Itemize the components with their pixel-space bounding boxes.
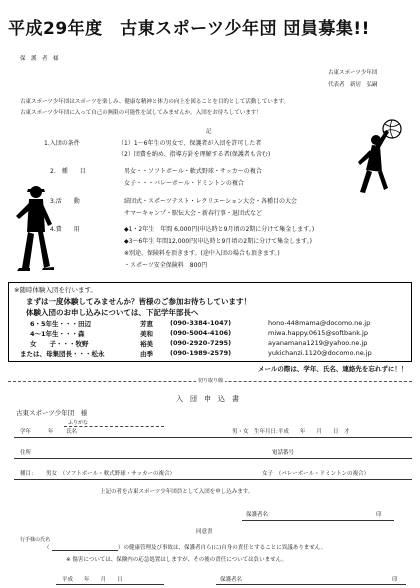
condition-3-line-1: 結団式・スポーツテスト・レクリエーション大会・各種目の大会 [124, 198, 298, 205]
intro-line-2: 古東スポーツ少年団に入って自己の無限の可能性を試してみませんか。入団をお待ちしています！ [20, 110, 262, 116]
contact-4-name: 由季 [140, 350, 153, 358]
address-label: 住所 [20, 450, 32, 456]
contact-4-mail[interactable]: yukichanzi.1120@docomo.ne.jp [268, 349, 372, 357]
cut-line-label: 切り取り線 [198, 378, 224, 384]
contact-3-name: 裕美 [140, 340, 153, 348]
name-label: 氏名 [66, 429, 78, 435]
guardian-line-2[interactable] [216, 584, 406, 585]
sport-row-line [14, 479, 412, 480]
contact-2-name: 美和 [140, 330, 153, 338]
name-row-line[interactable] [14, 437, 412, 438]
greeting-to: 保 護 者 様 [20, 56, 59, 62]
condition-4-label: 4.費 用 [50, 226, 80, 233]
contact-1-grade: 6・5年生・・・田辺 [30, 320, 92, 328]
contact-2-tel: (090-5004-4106) [170, 329, 232, 337]
contact-1-tel: (090-3384-1047) [170, 319, 232, 327]
sport-option-boy[interactable]: 男女 （ソフトボール・軟式野球・サッカーの複合） [46, 471, 176, 477]
notice-head: ※随時体験入団を行います。 [14, 286, 97, 294]
contact-3-tel: (090-2920-7295) [170, 339, 232, 347]
condition-4-line-4: ・スポーツ安全保険料 800円 [124, 262, 208, 269]
furigana-label: ふりがな [68, 420, 89, 426]
phone-label: 電話番号 [272, 450, 295, 456]
guardian-label: 保護者名 [246, 512, 269, 518]
date-line[interactable] [56, 584, 164, 585]
address-row-line[interactable] [14, 458, 412, 459]
contact-4-grade: または、母集団長・・・松永 [20, 350, 105, 358]
condition-1-line-1: （1）1〜6年生の男女で、保護者が入団を許可した者 [118, 140, 262, 147]
contact-4-tel: (090-1989-2579) [170, 349, 232, 357]
liability-note: ※ 傷害については、保険内の応急処置はしますが、その後の責任については負いません。 [66, 557, 287, 563]
contact-2-mail[interactable]: miwa.happy.0615@softbank.jp [268, 329, 368, 337]
contact-1-name: 芳恵 [140, 320, 153, 328]
guardian-label-2: 保護者名 [220, 577, 243, 583]
grade-label: 学年 [20, 429, 32, 435]
baseball-player-illustration [12, 180, 56, 272]
notice-line-2: 体験入団のお申し込みについては、下記学年部長へ [26, 308, 199, 317]
application-statement: 上記の者を古東スポーツ少年団員として入団を申し込みます。 [100, 489, 254, 495]
condition-1-line-2: （2）団費を納め、指導方針を理解する者(保護者も含む) [118, 151, 271, 158]
contact-2-grade: 4〜1年生・・・森 [30, 330, 85, 338]
notice-footer: メールの際は、学年、氏名、連絡先を忘れずに！！ [258, 365, 408, 373]
volleyball-player-illustration [350, 118, 412, 196]
contact-3-grade: 女 子・・・牧野 [30, 340, 89, 348]
form-addressee: 古東スポーツ少年団 様 [16, 409, 88, 417]
intro-line-1: 古東スポーツ少年団はスポーツを楽しみ、健康な精神と体力の向上を図ることを目的として活動しています。 [20, 99, 289, 105]
child-name-paren: （ [44, 545, 50, 551]
consent-text: ）の健康管理及び事故は、保護者自ら(に)自身の責任とすることに異議ありません。 [118, 545, 327, 551]
contact-3-mail[interactable]: ayanamana1219@yahoo.ne.jp [268, 339, 368, 347]
condition-2-line-2: 女子・・・バレーボール・ドミントンの複合 [124, 180, 244, 187]
contact-1-mail[interactable]: hono-448mama@docomo.ne.jp [268, 319, 371, 327]
page-title: 平成29年度 古東スポーツ少年団 団員募集!! [8, 19, 370, 39]
consent-head: 同意書 [196, 529, 213, 535]
ki-label: 記 [206, 129, 212, 135]
condition-3-line-2: サマーキャンプ・駅伝大会・新春行事・退団式など [124, 210, 263, 217]
condition-3-label: 3.活 動 [50, 198, 80, 205]
greeting-org: 古東スポーツ少年団 [328, 70, 378, 76]
date-label: 平成 年 月 日 [62, 577, 123, 583]
notice-line-1: まずは一度体験してみませんか？皆様のご参加お待ちしています！ [26, 297, 251, 306]
condition-1-label: 1.入団の条件 [44, 140, 80, 147]
child-name-label: 行手様の氏名 [20, 537, 51, 543]
condition-2-line-1: 男女・・ソフトボール・軟式野球・サッカーの複合 [124, 168, 262, 175]
guardian-seal-2: 印 [392, 577, 398, 583]
guardian-seal: 印 [376, 512, 382, 518]
sport-label: 種目： [20, 471, 37, 477]
condition-4-line-3: ※別途、保険料を頂きます。(途中入団の場合も頂きます。) [124, 250, 280, 257]
condition-4-line-1: ◆1・2年生 年間 6,000円(申込時と9月頃の2期に分けて集金します。) [124, 226, 315, 233]
furigana-divider [64, 426, 164, 427]
sex-birth-label: 男・女 生年月日:平成 年 月 日 才 [232, 429, 350, 435]
guardian-line[interactable] [242, 520, 394, 521]
child-name-line[interactable] [52, 550, 118, 551]
greeting-rep: 代表者 新居 弘嗣 [328, 82, 378, 88]
form-title: 入 団 申 込 書 [176, 395, 239, 403]
sport-option-girl[interactable]: 女子 （バレーボール・ドミントンの複合） [262, 471, 370, 477]
condition-2-label: 2. 種 目 [50, 168, 86, 175]
condition-4-line-2: ◆3〜6年生 年間12,000円(申込時と9月頃の2期に分けて集金します。) [124, 238, 312, 245]
grade-year-label: 年 [48, 429, 54, 435]
